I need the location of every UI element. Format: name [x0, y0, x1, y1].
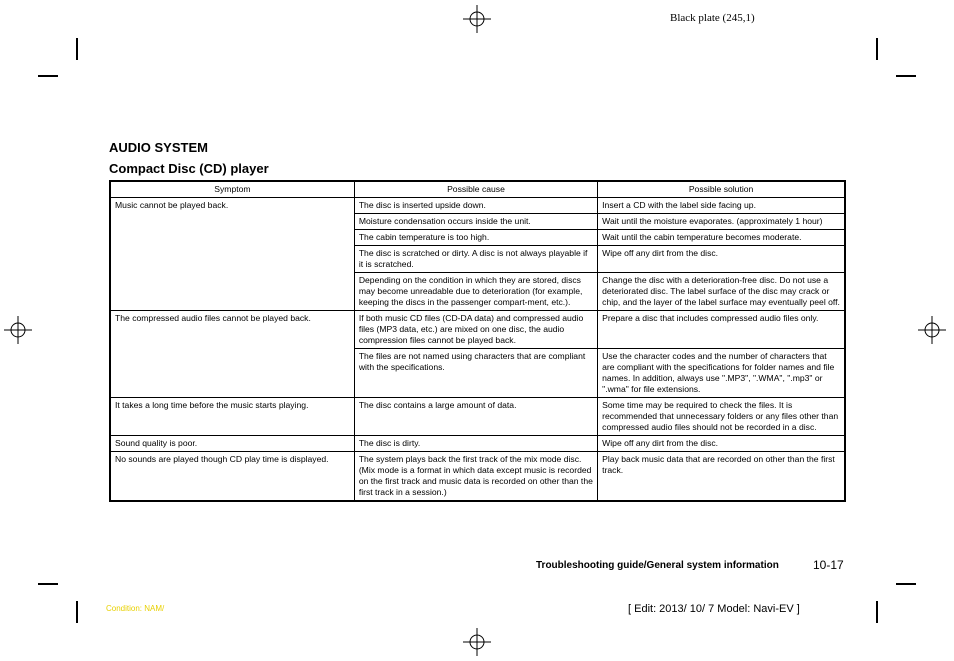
- symptom-cell: Music cannot be played back.: [110, 198, 354, 311]
- solution-cell: Prepare a disc that includes compressed audio files only.: [598, 311, 845, 349]
- table-row: [110, 398, 845, 436]
- header-symptom: Symptom: [110, 181, 354, 198]
- cause-cell: The disc is inserted upside down.: [354, 198, 597, 214]
- symptom-cell: It takes a long time before the music starts playing.: [110, 398, 354, 436]
- solution-cell: Insert a CD with the label side facing up.: [598, 198, 845, 214]
- footer-section-title: Troubleshooting guide/General system information: [536, 560, 779, 571]
- registration-mark-icon: [918, 316, 946, 344]
- cause-cell: The files are not named using characters that are compliant with the specifications.: [354, 349, 597, 398]
- solution-cell: Use the character codes and the number of characters that are compliant with the specifications for folder names and file names. In addition, always use ".MP3", ".WMA", ".mp3" or ".wma" for file extensions.: [598, 349, 845, 398]
- crop-mark: [38, 583, 58, 585]
- cause-cell: The disc contains a large amount of data.: [354, 398, 597, 436]
- cause-cell: The disc is scratched or dirty. A disc is not always playable if it is scratched.: [354, 246, 597, 273]
- header-solution: Possible solution: [598, 181, 845, 198]
- solution-cell: Some time may be required to check the files. It is recommended that unnecessary folders or any files other than compressed audio files should not be recorded in a disc.: [598, 398, 845, 436]
- registration-mark-icon: [4, 316, 32, 344]
- cause-cell: Moisture condensation occurs inside the unit.: [354, 214, 597, 230]
- crop-mark: [896, 583, 916, 585]
- solution-cell: Wipe off any dirt from the disc.: [598, 436, 845, 452]
- cause-cell: The system plays back the first track of the mix mode disc. (Mix mode is a format in which data except music is recorded on the first track and music data is recorded on other than the first track in a session.): [354, 452, 597, 502]
- section-heading: AUDIO SYSTEM: [109, 140, 208, 155]
- crop-mark: [76, 38, 78, 60]
- table-row: [110, 311, 845, 349]
- edit-info: [ Edit: 2013/ 10/ 7 Model: Navi-EV ]: [628, 603, 800, 615]
- table-row: [110, 198, 845, 214]
- crop-mark: [876, 601, 878, 623]
- solution-cell: Wipe off any dirt from the disc.: [598, 246, 845, 273]
- crop-mark: [896, 75, 916, 77]
- cause-cell: Depending on the condition in which they are stored, discs may become unreadable due to deterioration (for example, keeping the discs in the passenger compart-ment, etc.).: [354, 273, 597, 311]
- solution-cell: Change the disc with a deterioration-free disc. Do not use a deteriorated disc. The label surface of the disc may crack or chip, and the layer of the label surface may eventually peel off.: [598, 273, 845, 311]
- subsection-heading: Compact Disc (CD) player: [109, 161, 269, 176]
- crop-mark: [876, 38, 878, 60]
- cause-cell: The disc is dirty.: [354, 436, 597, 452]
- cause-cell: The cabin temperature is too high.: [354, 230, 597, 246]
- solution-cell: Play back music data that are recorded on other than the first track.: [598, 452, 845, 502]
- crop-mark: [38, 75, 58, 77]
- symptom-cell: The compressed audio files cannot be played back.: [110, 311, 354, 398]
- condition-label: Condition: NAM/: [106, 604, 165, 613]
- plate-label: Black plate (245,1): [670, 12, 755, 24]
- page-number: 10-17: [813, 558, 844, 572]
- crop-mark: [76, 601, 78, 623]
- solution-cell: Wait until the moisture evaporates. (approximately 1 hour): [598, 214, 845, 230]
- table-row: [110, 452, 845, 502]
- symptom-cell: No sounds are played though CD play time is displayed.: [110, 452, 354, 502]
- registration-mark-icon: [463, 5, 491, 33]
- symptom-cell: Sound quality is poor.: [110, 436, 354, 452]
- solution-cell: Wait until the cabin temperature becomes moderate.: [598, 230, 845, 246]
- header-cause: Possible cause: [354, 181, 597, 198]
- table-row: [110, 436, 845, 452]
- table-header-row: [110, 181, 845, 198]
- registration-mark-icon: [463, 628, 491, 656]
- troubleshooting-table: [109, 180, 846, 502]
- cause-cell: If both music CD files (CD-DA data) and compressed audio files (MP3 data, etc.) are mixed on one disc, the audio compression files cannot be played back.: [354, 311, 597, 349]
